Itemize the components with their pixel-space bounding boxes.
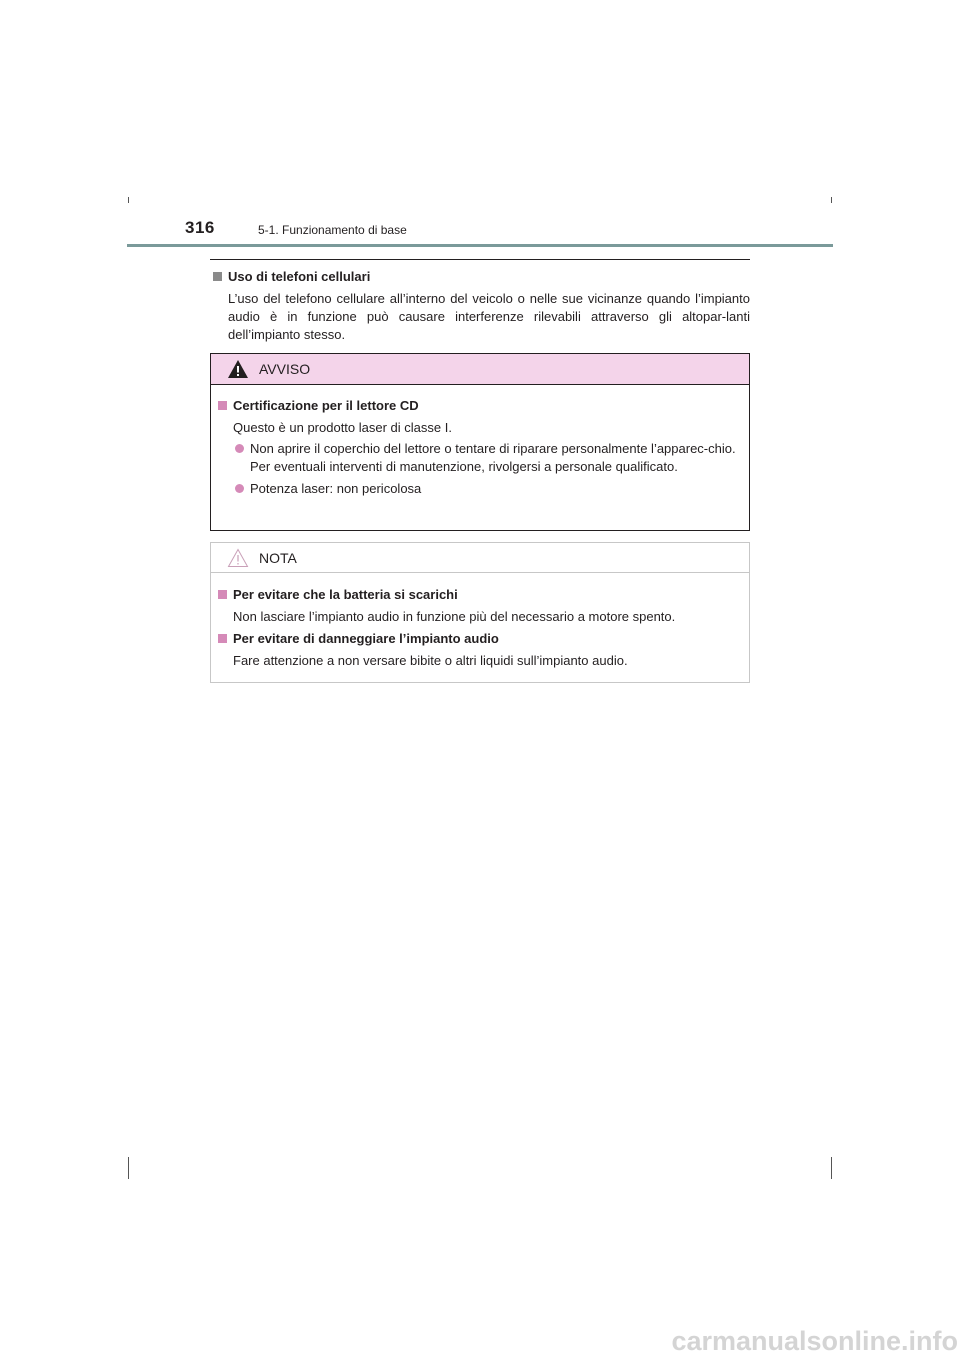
bullet-line: Per eventuali interventi di manutenzione, rivolgersi a personale qualificato.: [250, 459, 678, 474]
caution-outline-icon: [227, 548, 249, 568]
page-number: 316: [185, 218, 215, 237]
square-bullet-icon: [218, 590, 227, 599]
warning-bullet: [231, 480, 741, 498]
watermark-logo: [590, 1322, 960, 1358]
square-bullet-icon: [213, 272, 222, 281]
bullet-dot-icon: [235, 444, 244, 453]
note-header: [211, 543, 749, 573]
bullet-line: Non aprire il coperchio del lettore o tentare di riparare personalmente l’apparec-chio.: [250, 441, 736, 456]
watermark-text: carmanualsonline.info: [671, 1326, 958, 1356]
warning-bullet: [231, 440, 741, 476]
warning-heading: Certificazione per il lettore CD: [233, 398, 419, 413]
note-label: NOTA: [259, 549, 297, 566]
note-text: Non lasciare l’impianto audio in funzione più del necessario a motore spento.: [233, 609, 676, 624]
warning-header: [211, 354, 749, 385]
warning-label: AVVISO: [259, 361, 311, 377]
note-text: Fare attenzione a non versare bibite o altri liquidi sull’impianto audio.: [233, 653, 628, 668]
section-divider: [210, 259, 750, 260]
warning-triangle-icon: [227, 359, 249, 379]
intro-section: [210, 268, 750, 344]
note-box: [210, 542, 750, 683]
note-item: [215, 586, 741, 626]
bullet-dot-icon: [235, 484, 244, 493]
header-rule: [127, 244, 833, 247]
section-title: 5-1. Funzionamento di base: [258, 223, 407, 237]
note-body: [211, 573, 749, 670]
warning-box: [210, 353, 750, 531]
note-item: [215, 630, 741, 670]
warning-text: Questo è un prodotto laser di classe I.: [233, 420, 452, 435]
intro-text: L’uso del telefono cellulare all’interno del veicolo o nelle sue vicinanze quando l’impianto audio è in funzione può causare interferenze rilevabili attraverso gli altopar-lanti dell’impianto stesso.: [228, 291, 750, 342]
warning-body: [211, 385, 749, 498]
bullet-line: Potenza laser: non pericolosa: [250, 481, 422, 496]
note-heading: Per evitare di danneggiare l’impianto audio: [233, 631, 499, 646]
crop-mark: [128, 1157, 129, 1179]
note-heading: Per evitare che la batteria si scarichi: [233, 587, 458, 602]
crop-mark: [831, 1157, 832, 1179]
intro-heading: Uso di telefoni cellulari: [228, 269, 371, 284]
square-bullet-icon: [218, 401, 227, 410]
crop-mark: [831, 197, 832, 203]
crop-mark: [128, 197, 129, 203]
square-bullet-icon: [218, 634, 227, 643]
